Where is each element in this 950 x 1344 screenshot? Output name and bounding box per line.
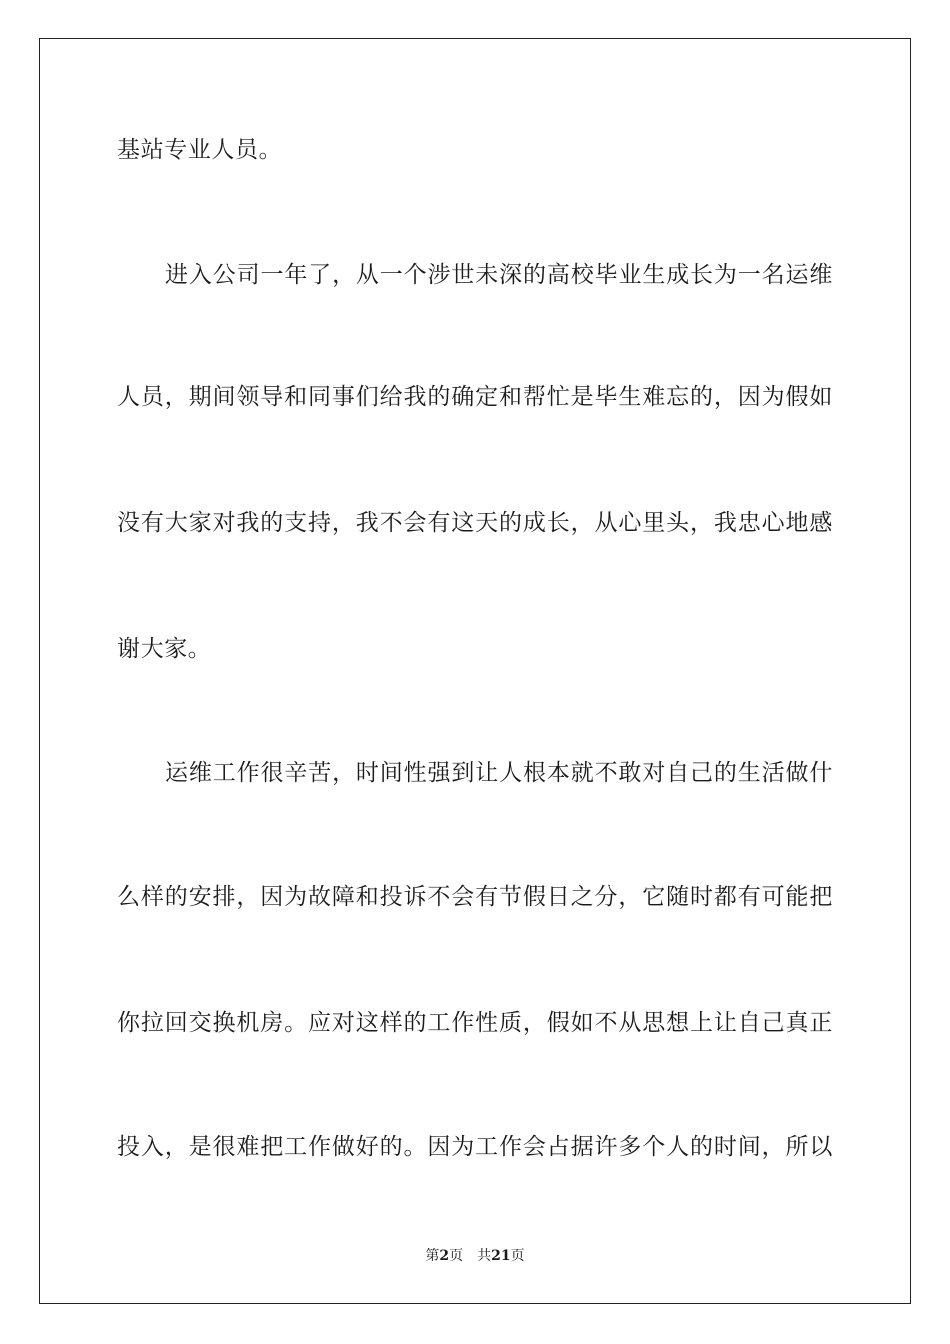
current-page-number: 2 [439, 1248, 450, 1264]
text-line: 你拉回交换机房。应对这样的工作性质，假如不从思想上让自己真正 [117, 1010, 833, 1036]
page-footer [0, 1246, 950, 1266]
text-line: 进入公司一年了，从一个涉世未深的高校毕业生成长为一名运维 [165, 262, 833, 288]
page-prefix: 第 [425, 1248, 440, 1264]
text-line: 谢大家。 [117, 636, 212, 662]
total-suffix: 页 [510, 1248, 525, 1264]
page-suffix: 页 [449, 1248, 464, 1264]
text-line: 人员，期间领导和同事们给我的确定和帮忙是毕生难忘的，因为假如 [117, 384, 833, 410]
text-line: 运维工作很辛苦，时间性强到让人根本就不敢对自己的生活做什 [165, 760, 833, 786]
text-line: 没有大家对我的支持，我不会有这天的成长，从心里头，我忠心地感 [117, 510, 833, 536]
page-border [39, 38, 911, 1304]
text-line: 么样的安排，因为故障和投诉不会有节假日之分，它随时都有可能把 [117, 884, 833, 910]
total-page-count: 21 [491, 1248, 511, 1264]
total-prefix: 共 [477, 1248, 492, 1264]
text-line: 投入，是很难把工作做好的。因为工作会占据许多个人的时间，所以 [117, 1134, 833, 1160]
text-line: 基站专业人员。 [117, 137, 283, 163]
